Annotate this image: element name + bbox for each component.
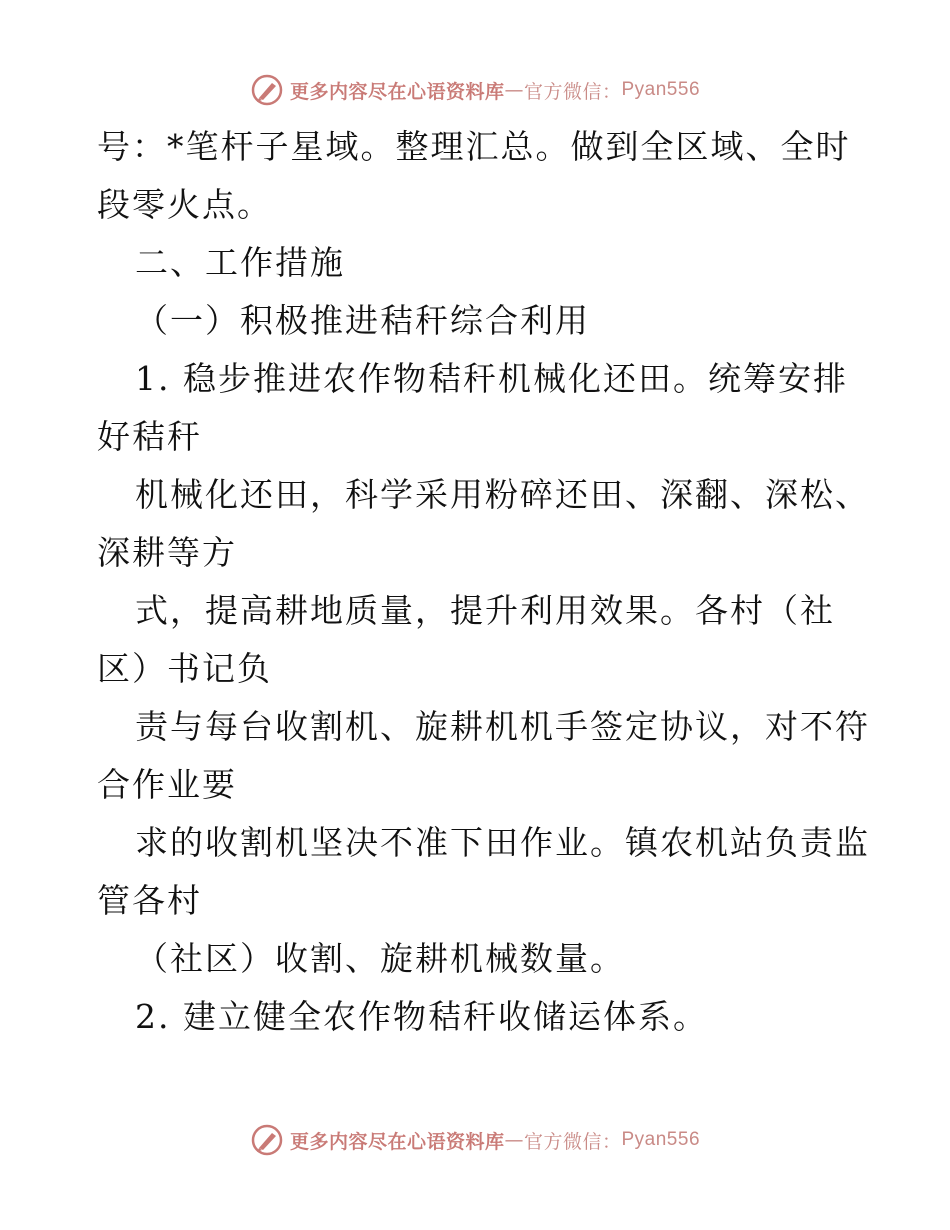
watermark-id: Pyan556 [621, 1129, 701, 1150]
watermark-brand: 更多内容尽在心语资料库 [289, 1130, 505, 1153]
pen-logo-icon [250, 73, 284, 107]
text-line: 管各村 [97, 881, 202, 920]
text-line: 求的收割机坚决不准下田作业。镇农机站负责监 [135, 823, 870, 862]
text-line: 好秸秆 [97, 417, 202, 456]
text-line: 段零火点。 [97, 185, 272, 224]
text-line: 责与每台收割机、旋耕机机手签定协议，对不符 [135, 707, 870, 746]
watermark-contact: 官方微信： [523, 80, 622, 103]
watermark-id: Pyan556 [621, 79, 701, 100]
subsection-heading: （一）积极推进秸秆综合利用 [135, 301, 590, 340]
watermark-contact: 官方微信： [523, 1130, 622, 1153]
text-line: 机械化还田，科学采用粉碎还田、深翻、深松、 [135, 475, 870, 514]
text-line: 2. 建立健全农作物秸秆收储运体系。 [135, 997, 708, 1036]
text-line: 号：*笔杆子星域。整理汇总。做到全区域、全时 [97, 127, 851, 166]
watermark-separator: — [504, 1129, 524, 1151]
watermark-separator: — [504, 79, 524, 101]
section-heading: 二、工作措施 [135, 243, 345, 282]
footer-watermark [0, 1120, 950, 1160]
header-watermark [0, 70, 950, 110]
pen-logo-icon [250, 1123, 284, 1157]
document-body [97, 118, 870, 1046]
text-line: 区）书记负 [97, 649, 272, 688]
watermark-brand: 更多内容尽在心语资料库 [289, 80, 505, 103]
text-line: 1. 稳步推进农作物秸秆机械化还田。统筹安排 [135, 359, 848, 398]
text-line: 合作业要 [97, 765, 237, 804]
text-line: （社区）收割、旋耕机械数量。 [135, 939, 625, 978]
text-line: 深耕等方 [97, 533, 237, 572]
text-line: 式，提高耕地质量，提升利用效果。各村（社 [135, 591, 835, 630]
